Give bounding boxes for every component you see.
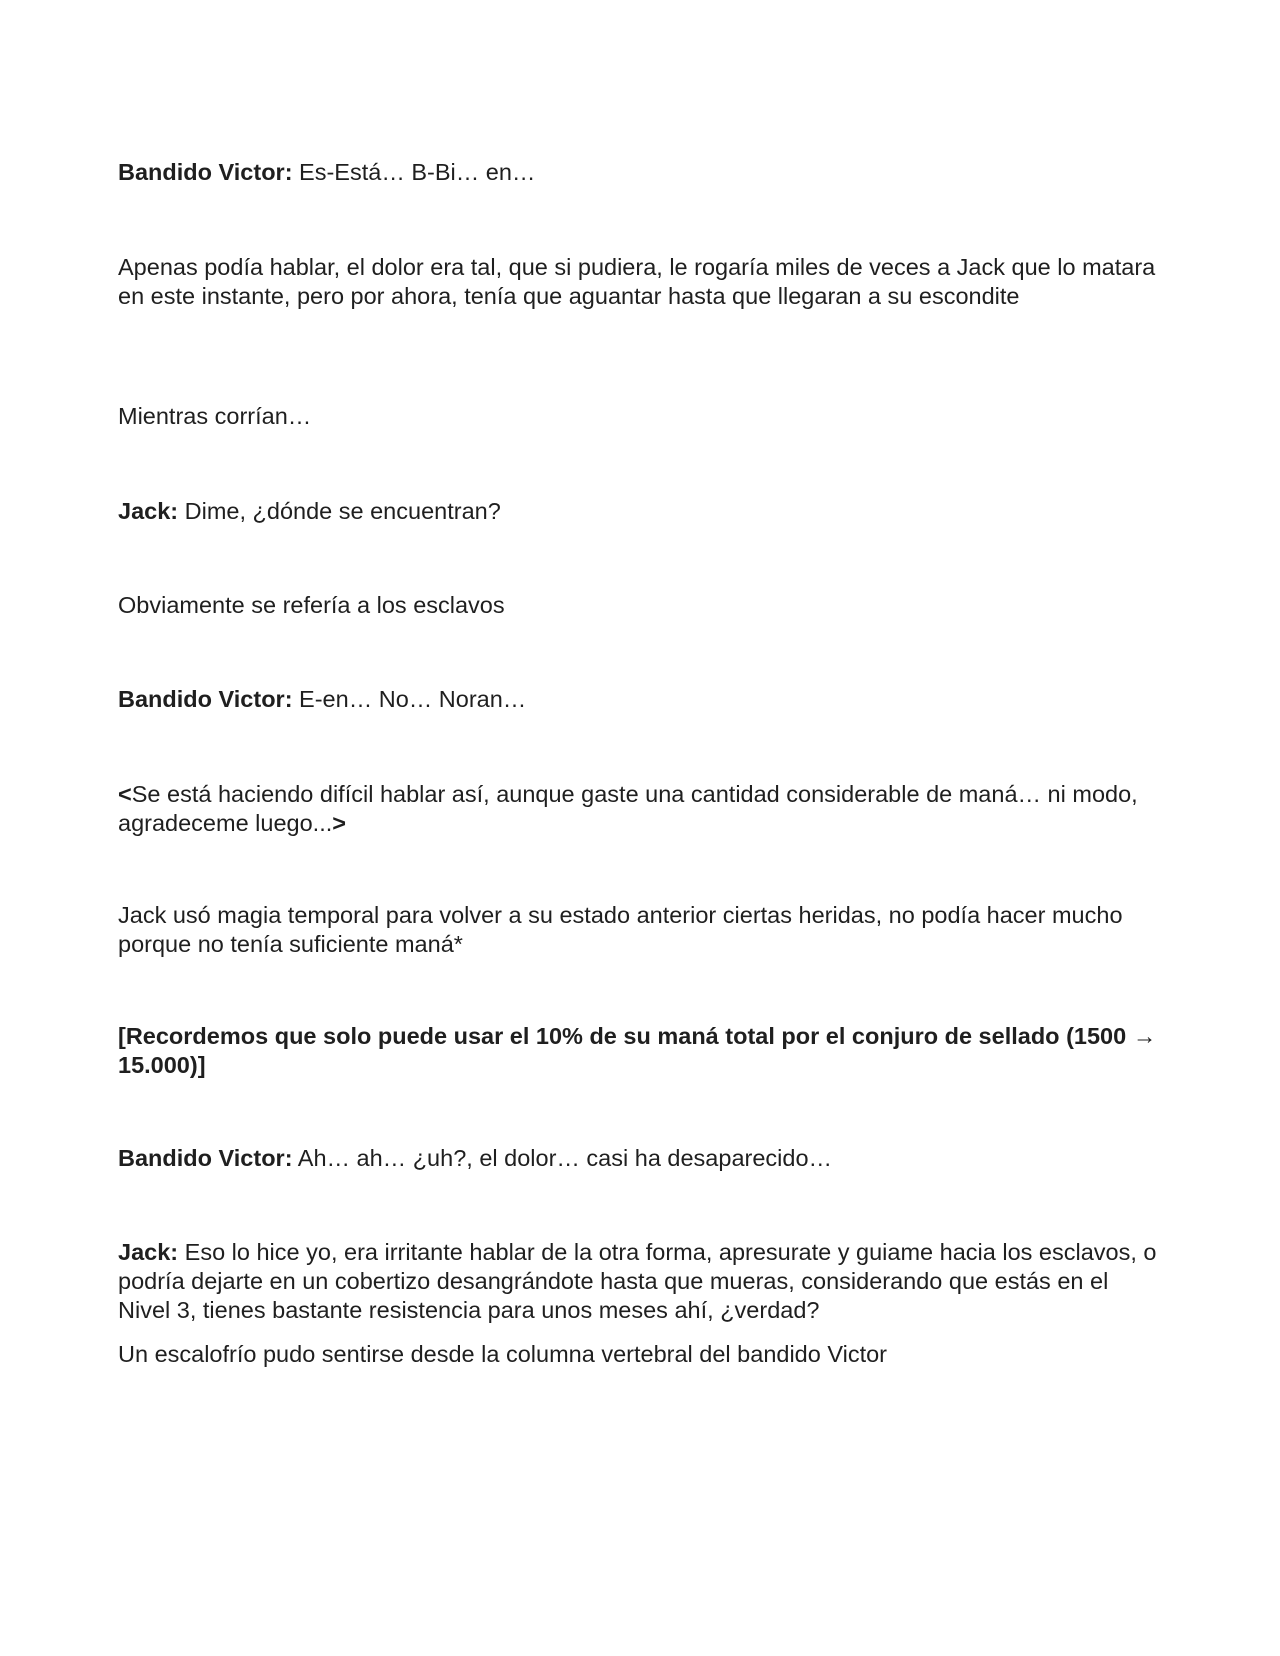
dialogue-text: Es-Está… B-Bi… en… [292, 159, 536, 185]
telepathy-open-mark: < [118, 781, 132, 807]
speaker-name: Bandido Victor: [118, 1145, 293, 1171]
telepathy-paragraph [118, 780, 1158, 838]
narration-paragraph [118, 402, 1158, 431]
speaker-name: Jack: [118, 1239, 179, 1265]
narration-text: Obviamente se refería a los esclavos [118, 592, 505, 618]
dialogue-line [118, 158, 1158, 187]
speaker-name: Bandido Victor: [118, 686, 293, 712]
narration-paragraph [118, 1340, 1158, 1369]
dialogue-text: Ah… ah… ¿uh?, el dolor… casi ha desaparecido… [292, 1145, 833, 1171]
narration-paragraph [118, 591, 1158, 620]
telepathy-close-mark: > [332, 810, 346, 836]
dialogue-text: Eso lo hice yo, era irritante hablar de la otra forma, apresurate y guiame hacia los esclavos, o podría dejarte en un cobertizo desangrándote hasta que mueras, considerando que estás en el Nivel 3, tienes bastante resistencia para unos meses ahí, ¿verdad? [118, 1239, 1157, 1323]
narration-text: Jack usó magia temporal para volver a su estado anterior ciertas heridas, no podía hacer mucho porque no tenía suficiente maná* [118, 902, 1123, 957]
author-note-text: [Recordemos que solo puede usar el 10% de su maná total por el conjuro de sellado (1500 → 15.000)] [118, 1023, 1157, 1078]
speaker-name: Jack: [118, 498, 179, 524]
dialogue-text: Dime, ¿dónde se encuentran? [178, 498, 501, 524]
narration-paragraph [118, 253, 1158, 311]
author-note [118, 1022, 1158, 1080]
dialogue-line [118, 1238, 1158, 1325]
narration-text: Mientras corrían… [118, 403, 312, 429]
narration-text: Apenas podía hablar, el dolor era tal, que si pudiera, le rogaría miles de veces a Jack que lo matara en este instante, pero por ahora, tenía que aguantar hasta que llegaran a su escondite [118, 254, 1156, 309]
speaker-name: Bandido Victor: [118, 159, 293, 185]
dialogue-text: E-en… No… Noran… [292, 686, 527, 712]
narration-text: Un escalofrío pudo sentirse desde la columna vertebral del bandido Victor [118, 1341, 887, 1367]
narration-paragraph [118, 901, 1158, 959]
telepathy-text: Se está haciendo difícil hablar así, aunque gaste una cantidad considerable de maná… ni modo, agradeceme luego... [118, 781, 1138, 836]
dialogue-line [118, 1144, 1158, 1173]
dialogue-line [118, 685, 1158, 714]
dialogue-line [118, 497, 1158, 526]
